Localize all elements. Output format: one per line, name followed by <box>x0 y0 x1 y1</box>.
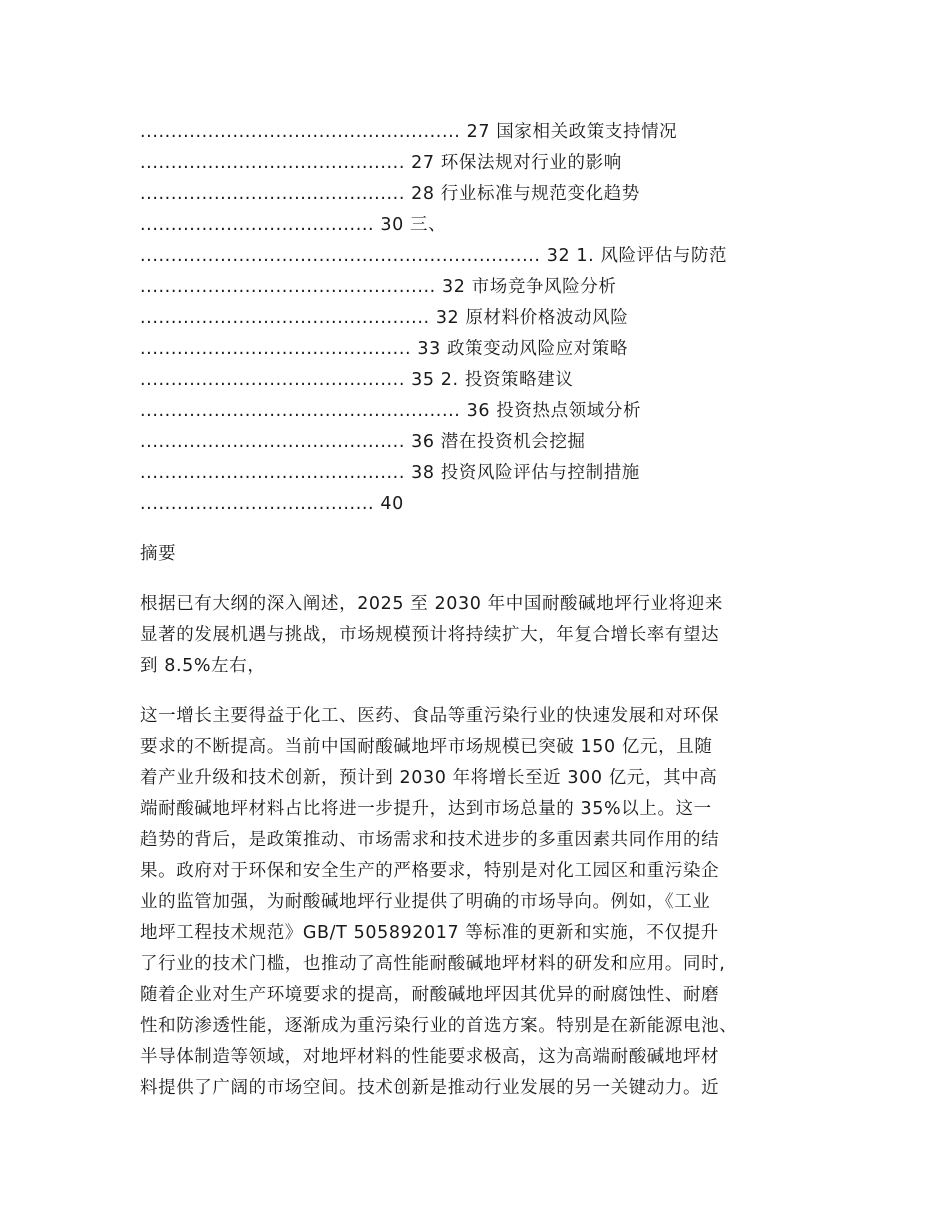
toc-entry[interactable] <box>140 304 820 335</box>
toc-entry-text: 28 行业标准与规范变化趋势 <box>411 184 640 204</box>
paragraph-line: 果。政府对于环保和安全生产的严格要求，特别是对化工园区和重污染企 <box>140 861 720 881</box>
toc-entry[interactable] <box>140 273 820 304</box>
paragraph-line: 半导体制造等领域，对地坪材料的性能要求极高，这为高端耐酸碱地坪材 <box>140 1047 720 1067</box>
toc-entry-text: 27 环保法规对行业的影响 <box>411 153 622 173</box>
toc-entry[interactable] <box>140 242 820 273</box>
paragraph-line: 着产业升级和技术创新，预计到 2030 年将增长至近 300 亿元，其中高 <box>140 768 718 788</box>
paragraph-line: 端耐酸碱地坪材料占比将进一步提升，达到市场总量的 35%以上。这一 <box>140 799 712 819</box>
toc-entry-text: 38 投资风险评估与控制措施 <box>411 463 640 483</box>
paragraph-line: 趋势的背后，是政策推动、市场需求和技术进步的多重因素共同作用的结 <box>140 830 720 850</box>
toc-entry-text: 32 原材料价格波动风险 <box>435 308 629 328</box>
toc-entry-text: 32 1. 风险评估与防范 <box>546 246 728 266</box>
toc-entry[interactable] <box>140 397 820 428</box>
toc-entry-text: 36 潜在投资机会挖掘 <box>411 432 586 452</box>
section-heading-abstract: 摘要 <box>140 544 177 564</box>
paragraph-line: 根据已有大纲的深入阐述，2025 至 2030 年中国耐酸碱地坪行业将迎来 <box>140 594 723 614</box>
paragraph-line: 业的监管加强，为耐酸碱地坪行业提供了明确的市场导向。例如，《工业 <box>140 892 711 912</box>
toc-leader-dots: ........................................... <box>140 370 405 390</box>
paragraph-line: 随着企业对生产环境要求的提高，耐酸碱地坪因其优异的耐腐蚀性、耐磨 <box>140 985 720 1005</box>
toc-leader-dots: ................................................ <box>140 277 436 297</box>
paragraph-line: 显著的发展机遇与挑战，市场规模预计将持续扩大，年复合增长率有望达 <box>140 625 720 645</box>
toc-entry[interactable] <box>140 366 820 397</box>
toc-entry[interactable] <box>140 428 820 459</box>
abstract-paragraph-2 <box>140 701 820 1104</box>
toc-leader-dots: ............................................... <box>140 308 430 328</box>
toc-leader-dots: ........................................... <box>140 153 405 173</box>
toc-entry-text: 40 <box>380 494 404 514</box>
toc-entry-text: 33 政策变动风险应对策略 <box>417 339 628 359</box>
toc-entry[interactable] <box>140 211 820 242</box>
toc-leader-dots: ........................................... <box>140 432 405 452</box>
toc-leader-dots: ...................................... <box>140 215 375 235</box>
toc-entry-text: 30 三、 <box>380 215 447 235</box>
paragraph-line: 要求的不断提高。当前中国耐酸碱地坪市场规模已突破 150 亿元，且随 <box>140 737 713 757</box>
toc-entry-text: 36 投资热点领域分析 <box>466 401 642 421</box>
toc-entry[interactable] <box>140 490 820 521</box>
toc-entry[interactable] <box>140 459 820 490</box>
table-of-contents <box>140 118 820 521</box>
toc-leader-dots: .................................................... <box>140 401 461 421</box>
toc-leader-dots: .................................................... <box>140 122 461 142</box>
toc-entry-text: 27 国家相关政策支持情况 <box>466 122 678 142</box>
toc-leader-dots: ...................................... <box>140 494 375 514</box>
toc-leader-dots: ........................................... <box>140 184 405 204</box>
paragraph-line: 了行业的技术门槛，也推动了高性能耐酸碱地坪材料的研发和应用。同时, <box>140 954 726 974</box>
toc-entry-text: 32 市场竞争风险分析 <box>441 277 617 297</box>
toc-leader-dots: ................................................................. <box>140 246 541 266</box>
toc-leader-dots: ........................................... <box>140 463 405 483</box>
toc-entry[interactable] <box>140 118 820 149</box>
abstract-paragraph-1 <box>140 589 820 682</box>
toc-leader-dots: ............................................ <box>140 339 412 359</box>
paragraph-line: 这一增长主要得益于化工、医药、食品等重污染行业的快速发展和对环保 <box>140 706 720 726</box>
toc-entry[interactable] <box>140 149 820 180</box>
paragraph-line: 料提供了广阔的市场空间。技术创新是推动行业发展的另一关键动力。近 <box>140 1078 720 1098</box>
toc-entry[interactable] <box>140 335 820 366</box>
toc-entry[interactable] <box>140 180 820 211</box>
paragraph-line: 性和防渗透性能，逐渐成为重污染行业的首选方案。特别是在新能源电池、 <box>140 1016 738 1036</box>
paragraph-line: 地坪工程技术规范》GB/T 505892017 等标准的更新和实施，不仅提升 <box>140 923 719 943</box>
toc-entry-text: 35 2. 投资策略建议 <box>411 370 574 390</box>
paragraph-line: 到 8.5%左右， <box>140 656 266 676</box>
